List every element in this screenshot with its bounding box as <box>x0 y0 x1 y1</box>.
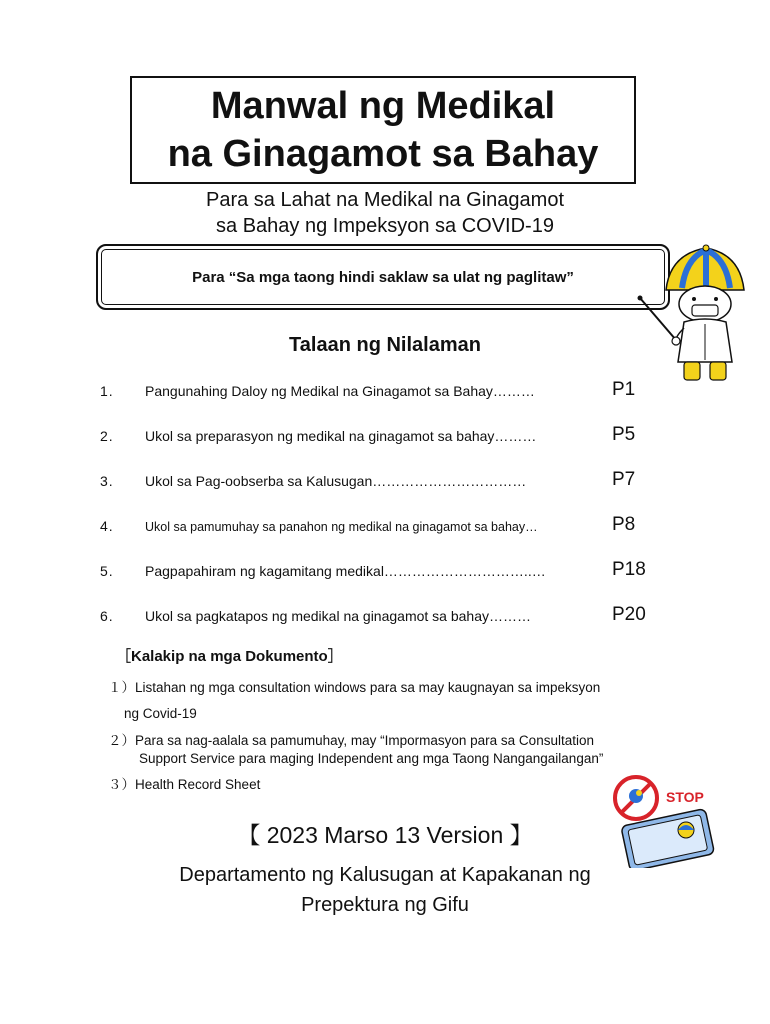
title-line-1: Manwal ng Medikal <box>210 85 556 127</box>
subtitle-line-2: sa Bahay ng Impeksyon sa COVID-19 <box>216 215 554 237</box>
toc-item-title: Ukol sa Pag-oobserba sa Kalusugan…………………………… <box>145 473 527 489</box>
toc-item-4[interactable] <box>0 516 770 546</box>
toc-item-page: P5 <box>612 424 636 445</box>
toc-item-page: P20 <box>612 604 646 625</box>
department-line-1: Departamento ng Kalusugan at Kapakanan ng <box>179 864 591 886</box>
toc-item-title: Pagpapahiram ng kagamitang medikal…………………………..… <box>145 563 546 579</box>
toc-item-title: Ukol sa pamumuhay sa panahon ng medikal na ginagamot sa bahay… <box>145 520 538 534</box>
toc-item-page: P1 <box>612 379 636 400</box>
toc-item-2[interactable] <box>0 426 770 456</box>
toc-item-title: Ukol sa pagkatapos ng medikal na ginagamot sa bahay……… <box>145 608 531 624</box>
toc-item-page: P18 <box>612 559 646 580</box>
attachment-3: ３）Health Record Sheet <box>108 777 261 792</box>
toc-item-1[interactable] <box>0 381 770 411</box>
toc-item-title: Ukol sa preparasyon ng medikal na ginagamot sa bahay……… <box>145 428 537 444</box>
doctor-mascot-icon <box>636 244 754 384</box>
title-line-2: na Ginagamot sa Bahay <box>167 133 599 175</box>
toc-item-6[interactable] <box>0 606 770 636</box>
department <box>0 860 770 920</box>
title-box <box>130 76 636 184</box>
toc-item-number: 4. <box>100 518 114 534</box>
audience-text: Para “Sa mga taong hindi saklaw sa ulat ng paglitaw” <box>192 268 574 286</box>
toc-heading: Talaan ng Nilalaman <box>289 334 481 356</box>
toc-item-page: P7 <box>612 469 636 490</box>
attachments-heading: ［Kalakip na mga Dokumento］ <box>116 648 343 665</box>
toc-item-5[interactable] <box>0 561 770 591</box>
toc-item-number: 2. <box>100 428 114 444</box>
toc-item-number: 6. <box>100 608 114 624</box>
subtitle <box>100 187 670 239</box>
stop-label: STOP <box>666 789 704 805</box>
subtitle-line-1: Para sa Lahat na Medikal na Ginagamot <box>206 189 564 211</box>
toc-item-number: 1. <box>100 383 114 399</box>
toc-item-title: Pangunahing Daloy ng Medikal na Ginagamot sa Bahay……… <box>145 383 535 399</box>
attachment-1-line-2: ng Covid-19 <box>124 706 197 721</box>
department-line-2: Prepektura ng Gifu <box>301 894 469 916</box>
attachment-1-line-1: １）Listahan ng mga consultation windows para sa may kaugnayan sa impeksyon <box>108 680 601 695</box>
version-label: 【 2023 Marso 13 Version 】 <box>237 822 533 848</box>
attachment-2-line-1: ２）Para sa nag-aalala sa pamumuhay, may “Impormasyon para sa Consultation <box>108 733 594 748</box>
toc-item-number: 3. <box>100 473 114 489</box>
audience-box <box>96 244 670 310</box>
attachment-2-line-2: Support Service para maging Independent ang mga Taong Nangangailangan” <box>139 751 604 766</box>
toc-item-number: 5. <box>100 563 114 579</box>
toc-item-3[interactable] <box>0 471 770 501</box>
toc-item-page: P8 <box>612 514 636 535</box>
